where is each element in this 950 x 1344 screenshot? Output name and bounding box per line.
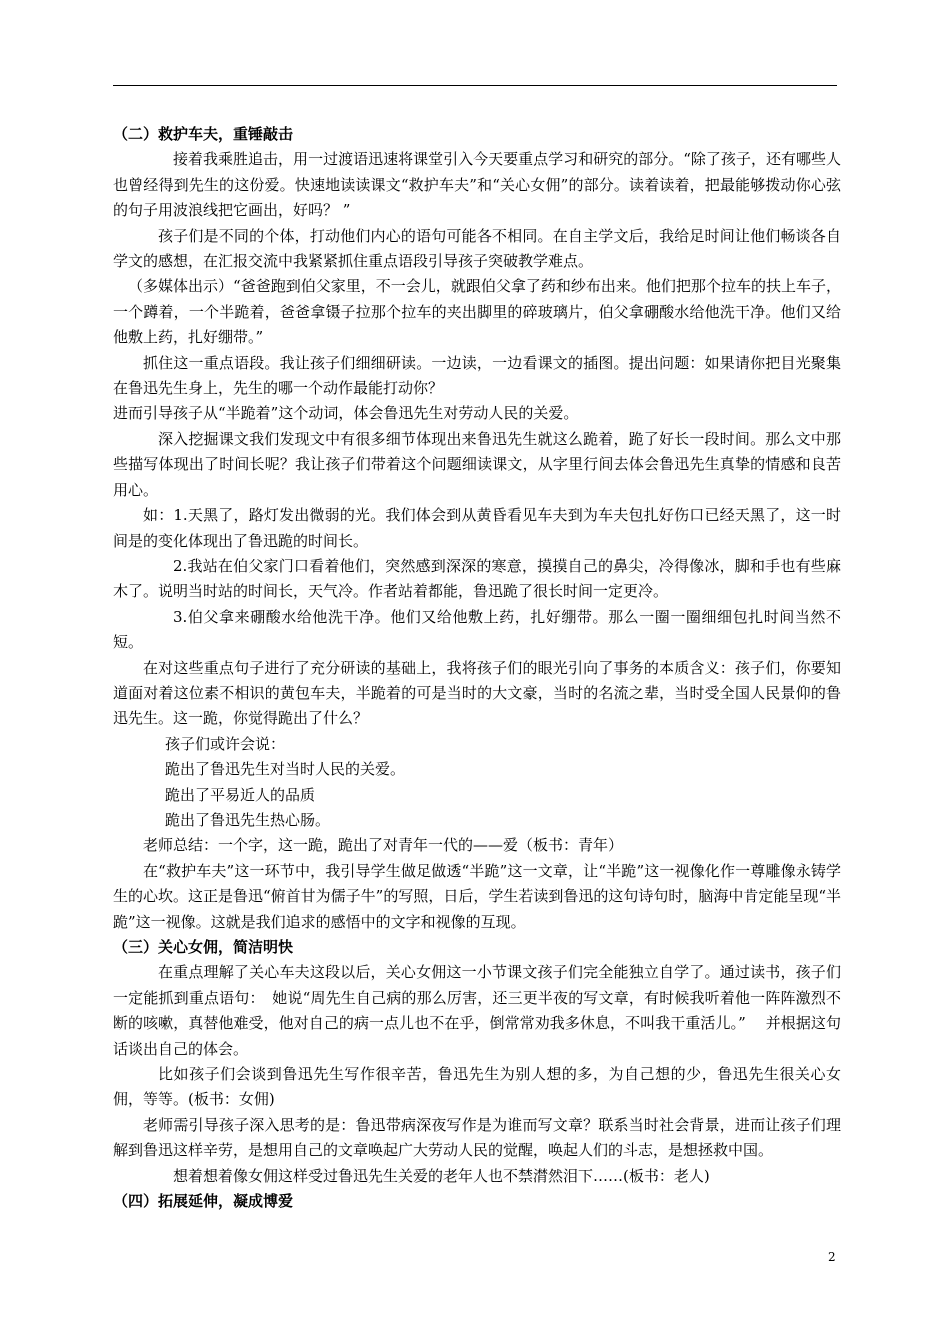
list-item: 跪出了平易近人的品质 <box>165 785 316 804</box>
paragraph: 2.我站在伯父家门口看着他们，突然感到深深的寒意，摸摸自己的鼻尖，冷得像冰，脚和手也有些麻木了。说明当时站的时间长，天气冷。作者站着都能，鲁迅跪了很长时间一定更冷。 <box>113 556 841 601</box>
list-item: 跪出了鲁迅先生热心肠。 <box>165 810 331 829</box>
paragraph: 孩子们是不同的个体，打动他们内心的语句可能各不相同。在自主学文后，我给足时间让他们畅谈各自学文的感想，在汇报交流中我紧紧抓住重点语段引导孩子突破教学难点。 <box>113 226 841 271</box>
paragraph: 在“救护车夫”这一环节中，我引导学生做足做透“半跪”这一文章，让“半跪”这一视像化作一尊雕像永铸学生的心坎。这正是鲁迅“俯首甘为儒子牛”的写照，日后，学生若读到鲁迅的这句诗句时，脑海中肯定能呈现“半跪”这一视像。这就是我们追求的感悟中的文字和视像的互现。 <box>113 861 842 931</box>
paragraph: 在对这些重点句子进行了充分研读的基础上，我将孩子们的眼光引向了事务的本质含义：孩子们，你要知道面对着这位素不相识的黄包车夫，半跪着的可是当时的大文豪，当时的名流之辈，当时受全国人民景仰的鲁迅先生。这一跪，你觉得跪出了什么？ <box>113 658 841 728</box>
paragraph: 深入挖掘课文我们发现文中有很多细节体现出来鲁迅先生就这么跪着，跪了好长一段时间。那么文中那些描写体现出了时间长呢？我让孩子们带着这个问题细读课文，从字里行间去体会鲁迅先生真挚的情感和良苦用心。 <box>113 429 841 499</box>
paragraph: 想着想着像女佣这样受过鲁迅先生关爱的老年人也不禁潸然泪下……(板书：老人) <box>173 1166 710 1185</box>
paragraph: 进而引导孩子从“半跪着”这个动词，体会鲁迅先生对劳动人民的关爱。 <box>113 404 579 423</box>
header-rule <box>113 85 837 86</box>
paragraph: 抓住这一重点语段。我让孩子们细细研读。一边读，一边看课文的插图。提出问题：如果请你把目光聚集在鲁迅先生身上，先生的哪一个动作最能打动你？ <box>113 353 841 398</box>
section-heading-3: （三）关心女佣，简洁明快 <box>113 938 294 956</box>
paragraph: 孩子们或许会说： <box>165 734 286 753</box>
paragraph: （多媒体出示）“爸爸跑到伯父家里，不一会儿，就跟伯父拿了药和纱布出来。他们把那个拉车的扶上车子，一个蹲着，一个半跪着，爸爸拿镊子拉那个拉车的夹出脚里的碎玻璃片，伯父拿硼酸水给他洗干净。他们又给他敷上药，扎好绷带。” <box>113 277 841 347</box>
paragraph: 在重点理解了关心车夫这段以后，关心女佣这一小节课文孩子们完全能独立自学了。通过读书，孩子们一定能抓到重点语句： 她说“周先生自己病的那么厉害，还三更半夜的写文章，有时候我听着他一阵阵激烈不断的咳嗽，真替他难受，他对自己的病一点儿也不在乎，倒常常劝我多休息，不叫我干重活儿。” 并根据这句话谈出自己的体会。 <box>113 963 841 1058</box>
paragraph: 比如孩子们会谈到鲁迅先生写作很辛苦，鲁迅先生为别人想的多，为自己想的少，鲁迅先生很关心女佣，等等。(板书：女佣) <box>113 1065 841 1109</box>
section-heading-2: （二）救护车夫，重锤敲击 <box>113 125 294 143</box>
list-item: 跪出了鲁迅先生对当时人民的关爱。 <box>165 760 406 779</box>
page-number: 2 <box>828 1250 836 1264</box>
paragraph: 3.伯父拿来硼酸水给他洗干净。他们又给他敷上药，扎好绷带。那么一圈一圈细细包扎时间当然不短。 <box>113 607 841 652</box>
paragraph: 老师需引导孩子深入思考的是：鲁迅带病深夜写作是为谁而写文章？联系当时社会背景，进而让孩子们理解到鲁迅这样辛劳，是想用自己的文章唤起广大劳动人民的觉醒，唤起人们的斗志，是想拯救中国。 <box>113 1115 841 1160</box>
paragraph: 老师总结：一个字，这一跪，跪出了对青年一代的——爱（板书：青年） <box>143 836 624 855</box>
paragraph: 接着我乘胜追击，用一过渡语迅速将课堂引入今天要重点学习和研究的部分。“除了孩子，还有哪些人也曾经得到先生的这份爱。快速地读读课文“救护车夫”和“关心女佣”的部分。读着读着，把最能够拨动你心弦的句子用波浪线把它画出，好吗？ ” <box>113 150 841 220</box>
document-body <box>113 122 841 1214</box>
paragraph: 如：1.天黑了，路灯发出微弱的光。我们体会到从黄昏看见车夫到为车夫包扎好伤口已经天黑了，这一时间是的变化体现出了鲁迅跪的时间长。 <box>113 506 841 550</box>
section-heading-4: （四）拓展延伸，凝成博爱 <box>113 1192 294 1211</box>
